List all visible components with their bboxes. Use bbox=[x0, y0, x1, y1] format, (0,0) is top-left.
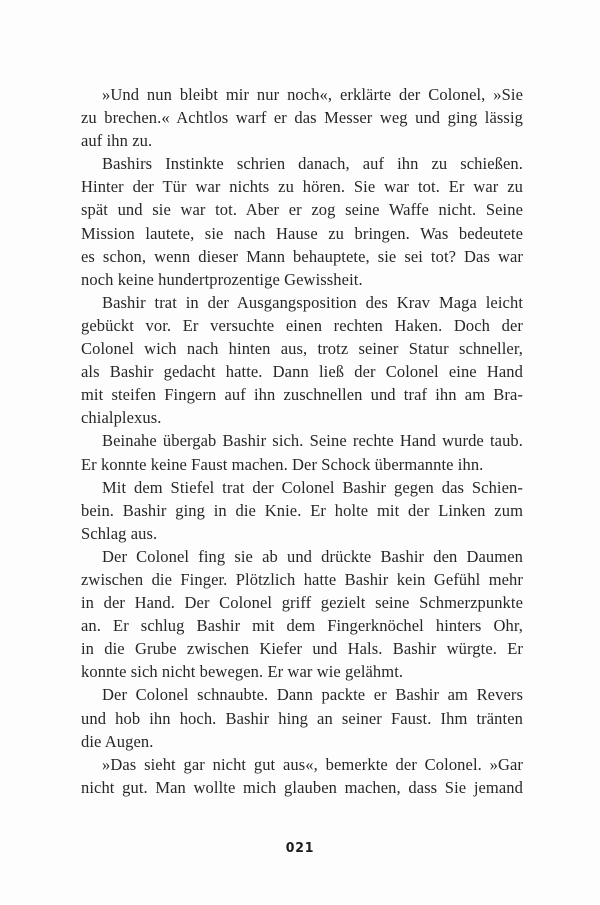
text-line: noch keine hundertprozentige Gewissheit. bbox=[81, 269, 363, 289]
text-line: »Das sieht gar nicht gut aus«, bemerkte der Colonel. »Gar bbox=[102, 754, 523, 774]
text-line: Der Colonel fing sie ab und drückte Bashir den Daumen bbox=[102, 546, 523, 566]
text-line: es schon, wenn dieser Mann behauptete, sie sei tot? Das war bbox=[81, 246, 523, 266]
text-line: Hinter der Tür war nichts zu hören. Sie war tot. Er war zu bbox=[81, 177, 523, 197]
paragraph bbox=[81, 476, 523, 545]
page-number: 021 bbox=[285, 839, 315, 856]
paragraph bbox=[81, 753, 523, 799]
paragraph bbox=[81, 291, 523, 430]
text-line: als Bashir gedacht hatte. Dann ließ der Colonel eine Hand bbox=[81, 362, 523, 382]
text-line: Beinahe übergab Bashir sich. Seine rechte Hand wurde taub. bbox=[102, 431, 523, 451]
paragraph bbox=[81, 683, 523, 752]
text-line: Mit dem Stiefel trat der Colonel Bashir gegen das Schien- bbox=[102, 477, 523, 497]
text-line: bein. Bashir ging in die Knie. Er holte mit der Linken zum bbox=[81, 500, 523, 520]
text-line: konnte sich nicht bewegen. Er war wie gelähmt. bbox=[81, 662, 404, 682]
text-line: spät und sie war tot. Aber er zog seine Waffe nicht. Seine bbox=[81, 200, 523, 220]
text-line: Er konnte keine Faust machen. Der Schock übermannte ihn. bbox=[81, 454, 484, 474]
text-line: chialplexus. bbox=[81, 408, 162, 428]
text-line: Schlag aus. bbox=[81, 523, 158, 543]
text-line: gebückt vor. Er versuchte einen rechten Haken. Doch der bbox=[81, 315, 523, 335]
text-line: in die Grube zwischen Kiefer und Hals. Bashir würgte. Er bbox=[81, 639, 523, 659]
text-line: an. Er schlug Bashir mit dem Fingerknöchel hinters Ohr, bbox=[81, 616, 523, 636]
text-line: Colonel wich nach hinten aus, trotz seiner Statur schneller, bbox=[81, 339, 523, 359]
paragraph bbox=[81, 83, 523, 152]
text-line: zu brechen.« Achtlos warf er das Messer weg und ging lässig bbox=[81, 108, 523, 128]
text-line: Mission lautete, sie nach Hause zu bringen. Was bedeutete bbox=[81, 223, 523, 243]
text-line: Bashirs Instinkte schrien danach, auf ihn zu schießen. bbox=[102, 154, 523, 174]
text-line: in der Hand. Der Colonel griff gezielt seine Schmerzpunkte bbox=[81, 593, 523, 613]
text-line: die Augen. bbox=[81, 731, 154, 751]
text-line: mit steifen Fingern auf ihn zuschnellen und traf ihn am Bra- bbox=[81, 385, 523, 405]
paragraph bbox=[81, 545, 523, 684]
text-line: zwischen die Finger. Plötzlich hatte Bashir kein Gefühl mehr bbox=[81, 569, 523, 589]
text-line: nicht gut. Man wollte mich glauben machen, dass Sie jemand bbox=[81, 777, 523, 797]
paragraph bbox=[81, 429, 523, 475]
paragraph bbox=[81, 152, 523, 291]
text-line: »Und nun bleibt mir nur noch«, erklärte der Colonel, »Sie bbox=[102, 85, 523, 104]
text-line: Bashir trat in der Ausgangsposition des Krav Maga leicht bbox=[102, 292, 523, 312]
text-block bbox=[81, 83, 523, 799]
text-line: auf ihn zu. bbox=[81, 131, 153, 151]
text-line: Der Colonel schnaubte. Dann packte er Bashir am Revers bbox=[102, 685, 523, 705]
text-line: und hob ihn hoch. Bashir hing an seiner Faust. Ihm tränten bbox=[81, 708, 523, 728]
